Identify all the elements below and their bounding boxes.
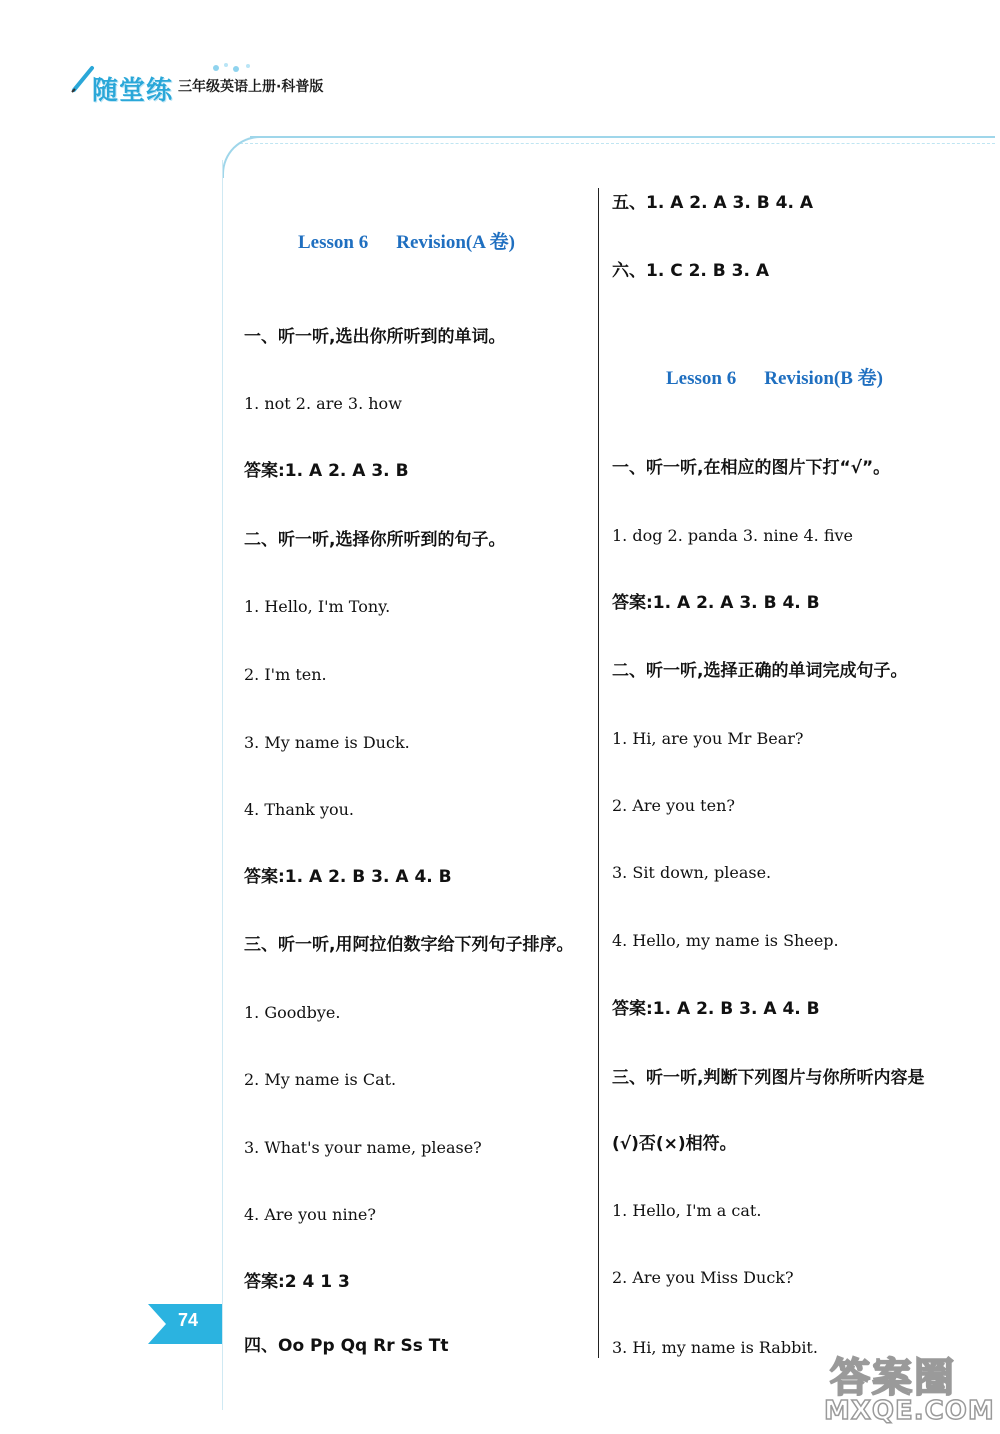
- right-line: 1. dog 2. panda 3. nine 4. five: [612, 526, 854, 545]
- right-answer: 答案:1. A 2. B 3. A 4. B: [612, 999, 820, 1019]
- frame-corner: [222, 136, 264, 178]
- page-header: [70, 60, 470, 110]
- brand-title: 随堂练: [92, 76, 174, 106]
- frame-top-line: [250, 136, 995, 138]
- left-line: 2. My name is Cat.: [244, 1070, 397, 1089]
- left-section-3-heading: 三、听一听,用阿拉伯数字给下列句子排序。: [244, 935, 574, 955]
- right-lesson-subtitle: Revision(B 卷): [764, 368, 883, 389]
- right-section-1-heading: 一、听一听,在相应的图片下打“√”。: [612, 458, 891, 478]
- left-section-1-heading: 一、听一听,选出你所听到的单词。: [244, 327, 506, 347]
- right-section-3-heading-cont: (√)否(×)相符。: [612, 1134, 737, 1154]
- left-lesson-title: Lesson 6: [298, 232, 369, 253]
- watermark-bottom: MXQE.COM: [824, 1396, 995, 1426]
- right-answer-5: 五、1. A 2. A 3. B 4. A: [612, 193, 814, 213]
- left-line: 4. Thank you.: [244, 800, 355, 819]
- left-lesson-heading: [298, 227, 515, 254]
- page-number: 74: [178, 1310, 199, 1330]
- frame-top-dashed-line: [240, 143, 995, 144]
- right-section-3-heading: 三、听一听,判断下列图片与你所听内容是: [612, 1068, 925, 1088]
- column-divider: [598, 188, 599, 1358]
- right-lesson-title: Lesson 6: [666, 368, 737, 389]
- left-line: 2. I'm ten.: [244, 665, 327, 684]
- right-line: 1. Hi, are you Mr Bear?: [612, 729, 804, 748]
- right-answer: 答案:1. A 2. A 3. B 4. B: [612, 593, 820, 613]
- left-lesson-subtitle: Revision(A 卷): [396, 232, 515, 253]
- left-line: 1. Goodbye.: [244, 1003, 341, 1022]
- right-line: 2. Are you Miss Duck?: [612, 1268, 794, 1287]
- left-answer: 答案:2 4 1 3: [244, 1272, 350, 1292]
- right-lesson-heading: [666, 363, 883, 390]
- left-line: 1. not 2. are 3. how: [244, 394, 402, 413]
- left-section-4: 四、Oo Pp Qq Rr Ss Tt: [244, 1336, 449, 1356]
- right-line: 4. Hello, my name is Sheep.: [612, 931, 839, 950]
- right-line: 2. Are you ten?: [612, 796, 735, 815]
- left-line: 3. My name is Duck.: [244, 733, 410, 752]
- right-section-2-heading: 二、听一听,选择正确的单词完成句子。: [612, 661, 908, 681]
- left-section-2-heading: 二、听一听,选择你所听到的句子。: [244, 530, 506, 550]
- page-number-tab: [148, 1304, 222, 1344]
- frame-left-line: [222, 160, 223, 1410]
- left-answer: 答案:1. A 2. B 3. A 4. B: [244, 867, 452, 887]
- left-line: 1. Hello, I'm Tony.: [244, 597, 391, 616]
- watermark: [822, 1346, 995, 1430]
- watermark-top: 答案圈: [830, 1355, 956, 1401]
- right-line: 1. Hello, I'm a cat.: [612, 1201, 762, 1220]
- left-answer: 答案:1. A 2. A 3. B: [244, 461, 409, 481]
- right-line: 3. Sit down, please.: [612, 863, 772, 882]
- right-answer-6: 六、1. C 2. B 3. A: [612, 261, 770, 281]
- book-subtitle: 三年级英语上册·科普版: [178, 79, 324, 95]
- right-line: 3. Hi, my name is Rabbit.: [612, 1338, 818, 1357]
- left-line: 4. Are you nine?: [244, 1205, 376, 1224]
- left-line: 3. What's your name, please?: [244, 1138, 482, 1157]
